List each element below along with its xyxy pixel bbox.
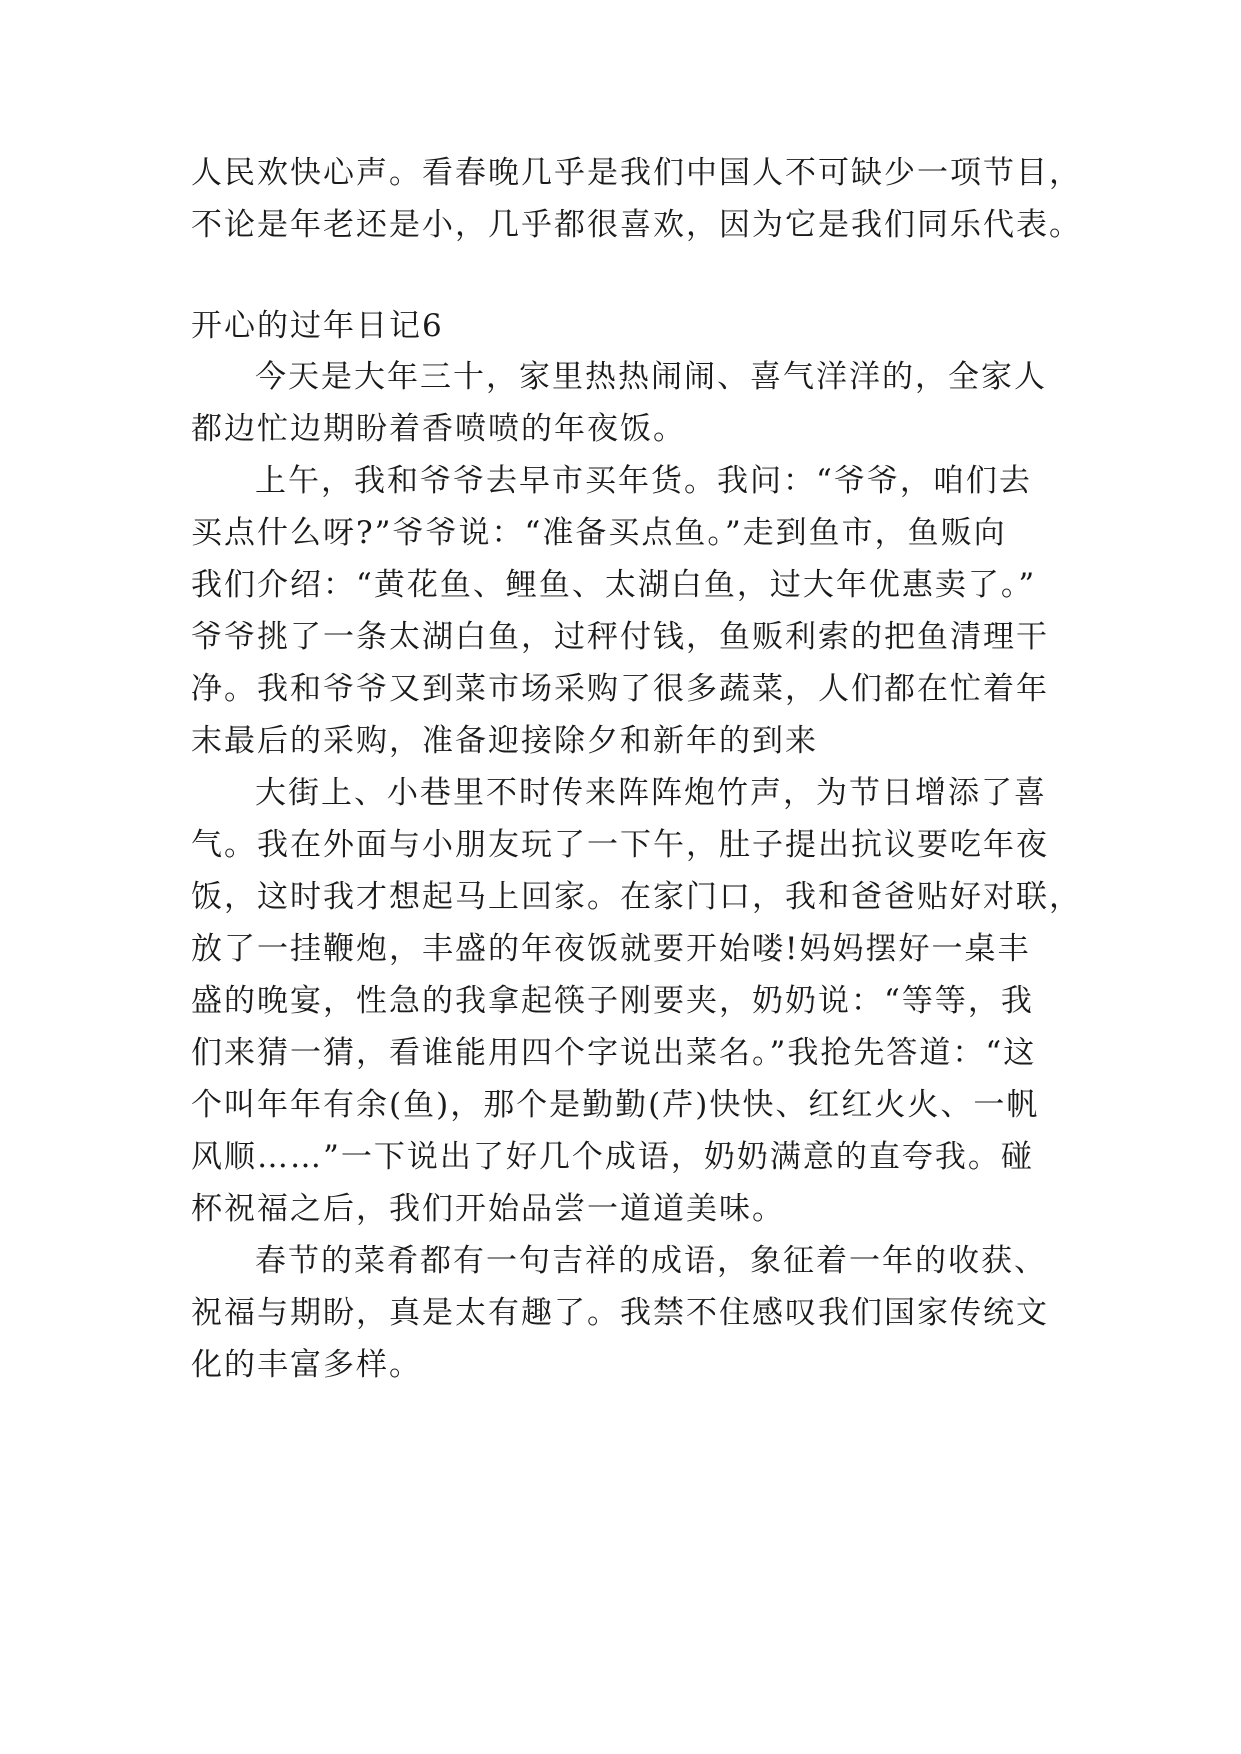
paragraph-line: 盛的晚宴，性急的我拿起筷子刚要夹，奶奶说：“等等，我 <box>191 983 1034 1019</box>
paragraph-line: 今天是大年三十，家里热热闹闹、喜气洋洋的，全家人 <box>255 359 1047 395</box>
continuation-line: 不论是年老还是小，几乎都很喜欢，因为它是我们同乐代表。 <box>191 207 1082 243</box>
paragraph-line: 春节的菜肴都有一句吉祥的成语，象征着一年的收获、 <box>255 1243 1047 1279</box>
paragraph-line: 买点什么呀?”爷爷说：“准备买点鱼。”走到鱼市，鱼贩向 <box>191 515 1007 551</box>
paragraph-line: 都边忙边期盼着香喷喷的年夜饭。 <box>191 411 686 447</box>
paragraph-line: 化的丰富多样。 <box>191 1347 422 1383</box>
paragraph-line: 个叫年年有余(鱼)，那个是勤勤(芹)快快、红红火火、一帆 <box>191 1087 1040 1123</box>
paragraph-line: 风顺……”一下说出了好几个成语，奶奶满意的直夸我。碰 <box>191 1139 1034 1175</box>
paragraph-line: 大街上、小巷里不时传来阵阵炮竹声，为节日增添了喜 <box>255 775 1047 811</box>
paragraph-line: 我们介绍：“黄花鱼、鲤鱼、太湖白鱼，过大年优惠卖了。” <box>191 567 1037 603</box>
paragraph-line: 末最后的采购，准备迎接除夕和新年的到来 <box>191 723 818 759</box>
paragraph-line: 爷爷挑了一条太湖白鱼，过秤付钱，鱼贩利索的把鱼清理干 <box>191 619 1049 655</box>
paragraph-line: 净。我和爷爷又到菜市场采购了很多蔬菜，人们都在忙着年 <box>191 671 1049 707</box>
paragraph-line: 杯祝福之后，我们开始品尝一道道美味。 <box>191 1191 785 1227</box>
section-heading: 开心的过年日记6 <box>191 308 444 344</box>
paragraph-line: 们来猜一猜，看谁能用四个字说出菜名。”我抢先答道：“这 <box>191 1035 1037 1071</box>
paragraph-line: 饭，这时我才想起马上回家。在家门口，我和爸爸贴好对联， <box>191 879 1082 915</box>
paragraph-line: 上午，我和爷爷去早市买年货。我问：“爷爷，咱们去 <box>255 463 1032 499</box>
paragraph-line: 祝福与期盼，真是太有趣了。我禁不住感叹我们国家传统文 <box>191 1295 1049 1331</box>
continuation-line: 人民欢快心声。看春晚几乎是我们中国人不可缺少一项节目， <box>191 155 1082 191</box>
paragraph-line: 放了一挂鞭炮，丰盛的年夜饭就要开始喽!妈妈摆好一桌丰 <box>191 931 1031 967</box>
paragraph-line: 气。我在外面与小朋友玩了一下午，肚子提出抗议要吃年夜 <box>191 827 1049 863</box>
